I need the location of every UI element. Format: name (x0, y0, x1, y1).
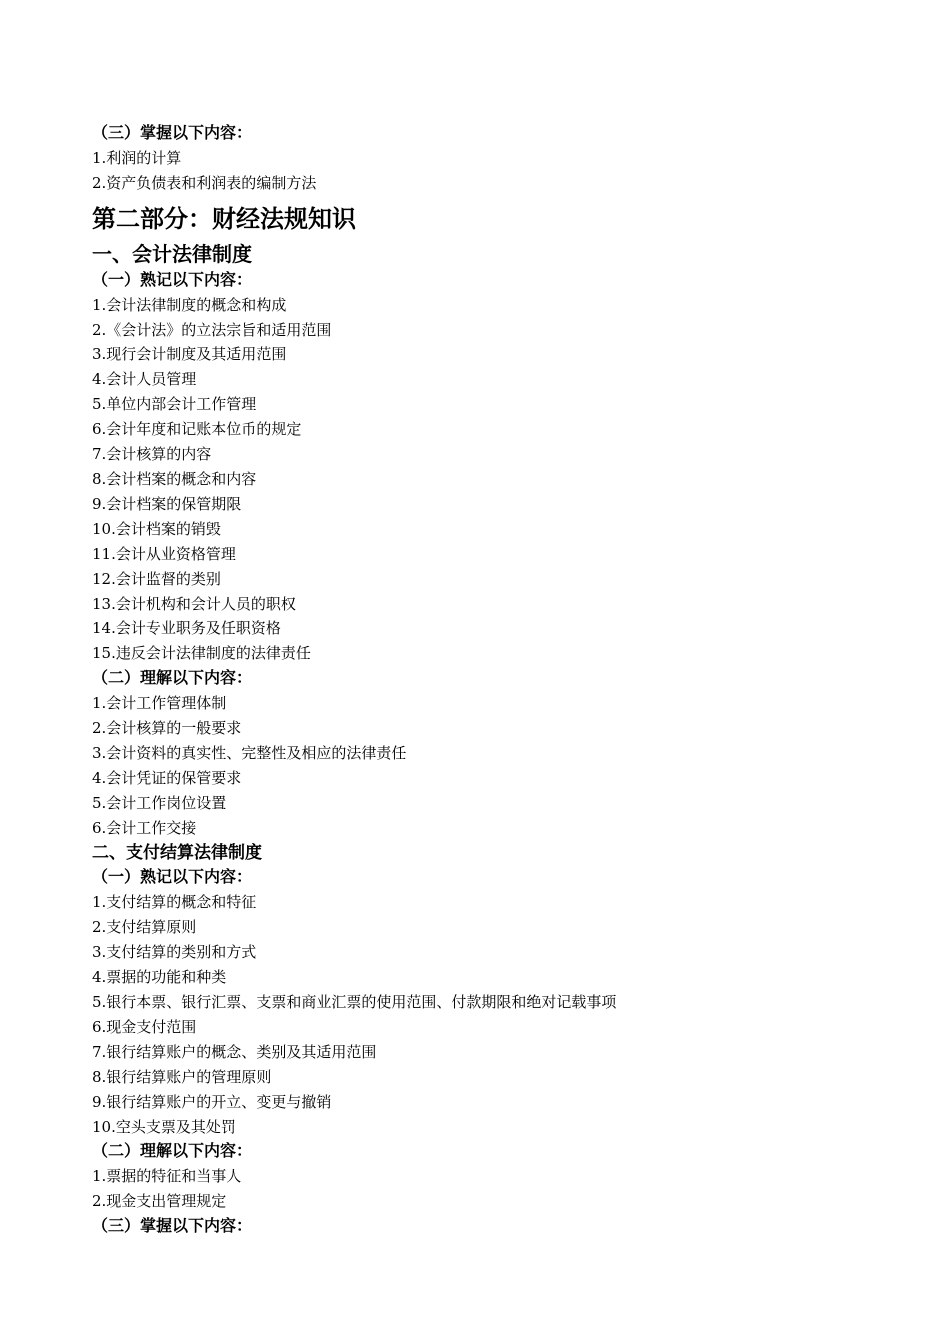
list-item: 6.现金支付范围 (92, 1017, 197, 1036)
list-item: 6.会计年度和记账本位币的规定 (92, 420, 302, 439)
list-item: 4.会计人员管理 (92, 370, 197, 389)
list-item: 3.会计资料的真实性、完整性及相应的法律责任 (92, 743, 407, 762)
list-item: 5.银行本票、银行汇票、支票和商业汇票的使用范围、付款期限和绝对记载事项 (92, 993, 617, 1011)
section-heading-master: （三）掌握以下内容： (92, 123, 253, 142)
list-item: 1.支付结算的概念和特征 (92, 893, 257, 912)
list-item: 4.会计凭证的保管要求 (92, 768, 242, 787)
list-item: 8.会计档案的概念和内容 (92, 469, 257, 488)
document-page (92, 121, 912, 1239)
list-item: 4.票据的功能和种类 (92, 968, 227, 987)
section-heading-memorize: （一）熟记以下内容： (92, 269, 253, 289)
list-item: 2.会计核算的一般要求 (92, 719, 242, 738)
list-item: 3.现行会计制度及其适用范围 (92, 345, 287, 364)
section-heading-memorize: （一）熟记以下内容： (92, 867, 253, 887)
section-title-payment-law: 二、支付结算法律制度 (92, 842, 262, 863)
list-item: 1.票据的特征和当事人 (92, 1167, 242, 1186)
list-item: 7.银行结算账户的概念、类别及其适用范围 (92, 1042, 377, 1061)
section-heading-master: （三）掌握以下内容： (92, 1216, 253, 1236)
section-heading-understand: （二）理解以下内容： (92, 1141, 253, 1161)
part-title: 第二部分：财经法规知识 (92, 204, 356, 233)
list-item: 14.会计专业职务及任职资格 (92, 619, 281, 638)
section-heading-understand: （二）理解以下内容： (92, 668, 253, 688)
list-item: 12.会计监督的类别 (92, 569, 221, 588)
list-item: 1.会计工作管理体制 (92, 694, 227, 713)
list-item: 5.单位内部会计工作管理 (92, 395, 257, 414)
list-item: 2.现金支出管理规定 (92, 1192, 227, 1211)
list-item: 1.会计法律制度的概念和构成 (92, 295, 287, 314)
list-item: 10.会计档案的销毁 (92, 519, 221, 538)
list-item: 11.会计从业资格管理 (92, 544, 236, 563)
list-item: 3.支付结算的类别和方式 (92, 943, 257, 962)
list-item: 8.银行结算账户的管理原则 (92, 1067, 272, 1086)
list-item: 1.利润的计算 (92, 148, 182, 167)
list-item: 10.空头支票及其处罚 (92, 1117, 236, 1136)
list-item: 2.支付结算原则 (92, 918, 197, 937)
list-item: 6.会计工作交接 (92, 818, 197, 837)
list-item: 7.会计核算的内容 (92, 445, 212, 464)
list-item: 15.违反会计法律制度的法律责任 (92, 644, 311, 663)
list-item: 2.《会计法》的立法宗旨和适用范围 (92, 320, 332, 339)
list-item: 13.会计机构和会计人员的职权 (92, 594, 296, 613)
list-item: 9.会计档案的保管期限 (92, 494, 242, 513)
list-item: 2.资产负债表和利润表的编制方法 (92, 173, 317, 192)
list-item: 9.银行结算账户的开立、变更与撤销 (92, 1092, 332, 1111)
list-item: 5.会计工作岗位设置 (92, 793, 227, 812)
section-title-accounting-law: 一、会计法律制度 (92, 241, 252, 266)
